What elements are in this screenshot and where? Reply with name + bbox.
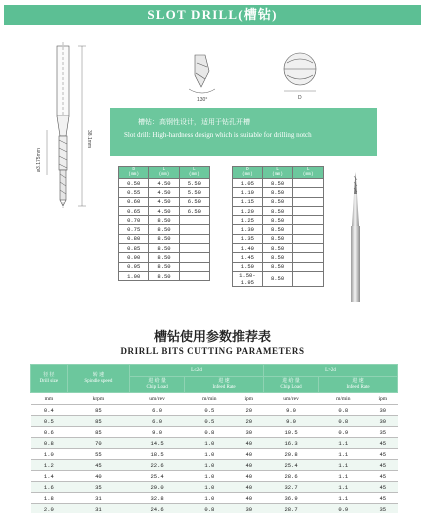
table-row	[119, 225, 210, 234]
table-cell: 0.85	[119, 244, 149, 253]
table-cell: 8.50	[149, 244, 179, 253]
table-row	[31, 427, 398, 438]
table-cell: 1.10	[233, 188, 263, 197]
table-cell: 0.55	[119, 188, 149, 197]
table-cell: 8.50	[149, 216, 179, 225]
drill-tip-views	[175, 45, 355, 105]
col-infeed-b: 进 速 Infeed Rate	[319, 377, 398, 393]
table-cell: 1.1	[319, 482, 368, 493]
table-cell: 8.50	[262, 244, 293, 253]
table-cell: 45	[368, 460, 397, 471]
units-row: mm krpm um/rev m/min ipm um/rev m/min ipm	[31, 393, 398, 405]
table-cell: 0.8	[319, 416, 368, 427]
table-cell: 30	[368, 416, 397, 427]
table-cell: 1.1	[319, 449, 368, 460]
table-cell: 0.8	[185, 427, 234, 438]
table-cell: 1.0	[185, 493, 234, 504]
table-row	[119, 206, 210, 215]
table-cell: 45	[368, 449, 397, 460]
table-cell	[179, 216, 209, 225]
size-header-l1: L (mm)	[262, 167, 293, 179]
table-cell: 29.0	[130, 482, 185, 493]
table-row	[119, 188, 210, 197]
table-cell: 31	[67, 493, 129, 504]
col-spindle-speed: 转 速 Spindle speed	[67, 365, 129, 393]
table-cell: 40	[234, 449, 263, 460]
table-cell: 4.50	[149, 197, 179, 206]
table-cell: 1.1	[319, 460, 368, 471]
table-cell: 40	[234, 482, 263, 493]
table-cell: 1.0	[185, 438, 234, 449]
page-title: SLOT DRILL(槽钻)	[4, 5, 421, 25]
table-cell: 14.5	[130, 438, 185, 449]
table-cell: 40	[234, 438, 263, 449]
table-cell: 1.00	[119, 271, 149, 280]
table-cell: 8.50	[262, 179, 293, 188]
size-header-l1: L (mm)	[149, 167, 179, 179]
table-cell: 0.5	[185, 416, 234, 427]
table-row	[233, 234, 324, 243]
table-row	[31, 460, 398, 471]
description-cn: 槽钻：高钢性设计，适用于钻孔开槽	[138, 118, 250, 126]
table-row	[31, 416, 398, 427]
table-cell: 45	[67, 460, 129, 471]
table-cell: 35	[368, 427, 397, 438]
table-cell: 55	[67, 449, 129, 460]
table-cell: 0.50	[119, 179, 149, 188]
table-row	[233, 244, 324, 253]
table-row	[119, 253, 210, 262]
table-cell: 0.8	[31, 438, 68, 449]
table-cell: 1.6	[31, 482, 68, 493]
table-cell: 9.0	[264, 405, 319, 416]
table-row	[31, 504, 398, 513]
group-l-le-2d: L≤2d	[130, 365, 264, 377]
table-cell: 1.15	[233, 197, 263, 206]
table-cell	[293, 206, 324, 215]
table-row	[233, 216, 324, 225]
table-cell: 2.0	[31, 504, 68, 513]
col-drill-size: 径 径 Drill size	[31, 365, 68, 393]
table-cell	[293, 253, 324, 262]
diameter-dim-label: ø3.175mm	[36, 148, 42, 172]
table-row	[233, 179, 324, 188]
table-cell: 1.50	[233, 262, 263, 271]
table-row	[119, 216, 210, 225]
table-cell: 28.7	[264, 504, 319, 513]
size-table-1	[118, 166, 210, 281]
drill-side-image	[340, 164, 370, 304]
table-cell: 0.5	[31, 416, 68, 427]
table-cell: 70	[67, 438, 129, 449]
table-cell: 1.40	[233, 244, 263, 253]
table-cell	[293, 262, 324, 271]
table-cell	[293, 234, 324, 243]
table-cell: 24.6	[130, 504, 185, 513]
table-cell	[179, 244, 209, 253]
table-cell: 0.65	[119, 206, 149, 215]
table-cell: 1.1	[319, 471, 368, 482]
table-cell	[293, 225, 324, 234]
table-cell: 40	[67, 471, 129, 482]
table-cell: 16.3	[264, 438, 319, 449]
table-cell: 4.50	[149, 188, 179, 197]
table-cell: 0.6	[31, 427, 68, 438]
table-cell: 8.50	[149, 234, 179, 243]
table-row	[233, 197, 324, 206]
table-row	[233, 253, 324, 262]
table-cell	[179, 253, 209, 262]
table-cell: 0.9	[319, 504, 368, 513]
table-cell: 6.50	[179, 197, 209, 206]
description-box	[110, 108, 377, 156]
table-cell: 1.1	[319, 493, 368, 504]
table-cell: 85	[67, 405, 129, 416]
table-cell: 0.5	[185, 405, 234, 416]
table-cell: 6.0	[130, 416, 185, 427]
table-cell: 8.50	[262, 216, 293, 225]
col-chip-load-a: 进 给 量 Chip Load	[130, 377, 185, 393]
table-cell: 8.50	[262, 271, 293, 286]
table-cell: 8.50	[262, 234, 293, 243]
table-cell	[179, 262, 209, 271]
table-cell: 5.50	[179, 179, 209, 188]
table-cell: 28.6	[264, 471, 319, 482]
width-label: D	[298, 95, 302, 101]
table-cell	[293, 188, 324, 197]
angle-label: 130°	[197, 97, 208, 103]
table-row	[233, 271, 324, 286]
table-cell	[293, 216, 324, 225]
table-cell: 0.8	[185, 504, 234, 513]
table-row	[233, 206, 324, 215]
table-cell: 0.8	[319, 405, 368, 416]
table-cell	[179, 225, 209, 234]
table-cell	[293, 179, 324, 188]
table-cell: 20	[234, 405, 263, 416]
table-cell: 0.4	[31, 405, 68, 416]
table-cell: 1.0	[185, 449, 234, 460]
table-cell: 8.50	[262, 225, 293, 234]
table-cell: 30	[234, 504, 263, 513]
table-cell: 8.50	[262, 262, 293, 271]
table-cell: 45	[368, 471, 397, 482]
table-cell: 0.90	[119, 253, 149, 262]
table-cell: 35	[67, 482, 129, 493]
table-cell	[179, 234, 209, 243]
table-row	[119, 179, 210, 188]
length-dim-label: 38.1mm	[86, 130, 92, 149]
table-cell	[179, 271, 209, 280]
size-header-l2: L (mm)	[293, 167, 324, 179]
table-row	[119, 234, 210, 243]
table-cell: 32.7	[264, 482, 319, 493]
table-cell: 1.1	[319, 438, 368, 449]
table-cell: 1.0	[185, 471, 234, 482]
table-cell: 0.75	[119, 225, 149, 234]
table-cell: 5.50	[179, 188, 209, 197]
table-cell: 31	[67, 504, 129, 513]
table-cell: 1.05	[233, 179, 263, 188]
table-cell: 8.50	[149, 262, 179, 271]
table-cell: 0.60	[119, 197, 149, 206]
table-cell: 8.50	[149, 271, 179, 280]
table-cell: 9.0	[130, 427, 185, 438]
table-cell: 1.0	[185, 482, 234, 493]
table-row	[31, 438, 398, 449]
table-cell	[293, 197, 324, 206]
table-cell: 8.50	[149, 225, 179, 234]
table-cell: 85	[67, 416, 129, 427]
table-cell: 1.20	[233, 206, 263, 215]
table-cell: 40	[234, 493, 263, 504]
table-cell: 30	[368, 405, 397, 416]
table-row	[119, 244, 210, 253]
table-row	[233, 188, 324, 197]
table-cell: 36.9	[264, 493, 319, 504]
table-row	[31, 493, 398, 504]
params-heading-cn: 槽钻使用参数推荐表	[153, 330, 271, 345]
table-cell: 45	[368, 493, 397, 504]
table-row	[31, 449, 398, 460]
table-cell: 0.70	[119, 216, 149, 225]
table-cell: 1.4	[31, 471, 68, 482]
table-cell: 85	[67, 427, 129, 438]
table-cell: 6.0	[130, 405, 185, 416]
size-table-2	[232, 166, 324, 287]
table-cell: 1.0	[185, 460, 234, 471]
table-cell: 45	[368, 438, 397, 449]
table-cell: 8.50	[262, 188, 293, 197]
table-cell: 45	[368, 482, 397, 493]
size-header-l2: L (mm)	[179, 167, 209, 179]
cutting-params-table	[30, 364, 398, 513]
table-cell	[293, 244, 324, 253]
table-cell: 40	[234, 471, 263, 482]
table-cell: 1.45	[233, 253, 263, 262]
table-cell: 6.50	[179, 206, 209, 215]
table-cell: 1.30	[233, 225, 263, 234]
table-row	[119, 271, 210, 280]
table-cell: 1.8	[31, 493, 68, 504]
table-cell: 30	[234, 427, 263, 438]
table-cell: 25.4	[264, 460, 319, 471]
table-cell: 8.50	[262, 197, 293, 206]
table-row	[233, 262, 324, 271]
table-cell: 1.50-1.95	[233, 271, 263, 286]
table-cell: 40	[234, 460, 263, 471]
group-l-gt-2d: L>2d	[264, 365, 398, 377]
table-row	[31, 471, 398, 482]
table-cell: 0.9	[319, 427, 368, 438]
table-cell: 22.6	[130, 460, 185, 471]
table-cell: 1.25	[233, 216, 263, 225]
table-cell: 20	[234, 416, 263, 427]
col-infeed-a: 进 速 Infeed Rate	[185, 377, 264, 393]
table-row	[233, 225, 324, 234]
table-cell: 18.5	[130, 449, 185, 460]
col-chip-load-b: 进 给 量 Chip Load	[264, 377, 319, 393]
table-cell: 20.8	[264, 449, 319, 460]
size-header-d: D (mm)	[233, 167, 263, 179]
size-header-d: D (mm)	[119, 167, 149, 179]
table-cell	[293, 271, 324, 286]
table-cell: 25.4	[130, 471, 185, 482]
table-cell: 0.95	[119, 262, 149, 271]
table-row	[31, 405, 398, 416]
table-cell: 9.0	[264, 416, 319, 427]
table-cell: 32.8	[130, 493, 185, 504]
table-cell: 0.80	[119, 234, 149, 243]
table-row	[31, 482, 398, 493]
table-cell: 8.50	[262, 206, 293, 215]
table-cell: 35	[368, 504, 397, 513]
table-cell: 8.50	[149, 253, 179, 262]
params-heading-en: DRIRLL BITS CUTTING PARAMETERS	[120, 346, 305, 356]
table-row	[119, 262, 210, 271]
table-cell: 8.50	[262, 253, 293, 262]
table-cell: 10.5	[264, 427, 319, 438]
table-cell: 1.35	[233, 234, 263, 243]
description-en: Slot drill: High-hardness design which is suitable for drilling notch	[124, 131, 312, 140]
table-row	[119, 197, 210, 206]
table-cell: 1.2	[31, 460, 68, 471]
table-cell: 4.50	[149, 206, 179, 215]
table-cell: 4.50	[149, 179, 179, 188]
table-cell: 1.0	[31, 449, 68, 460]
